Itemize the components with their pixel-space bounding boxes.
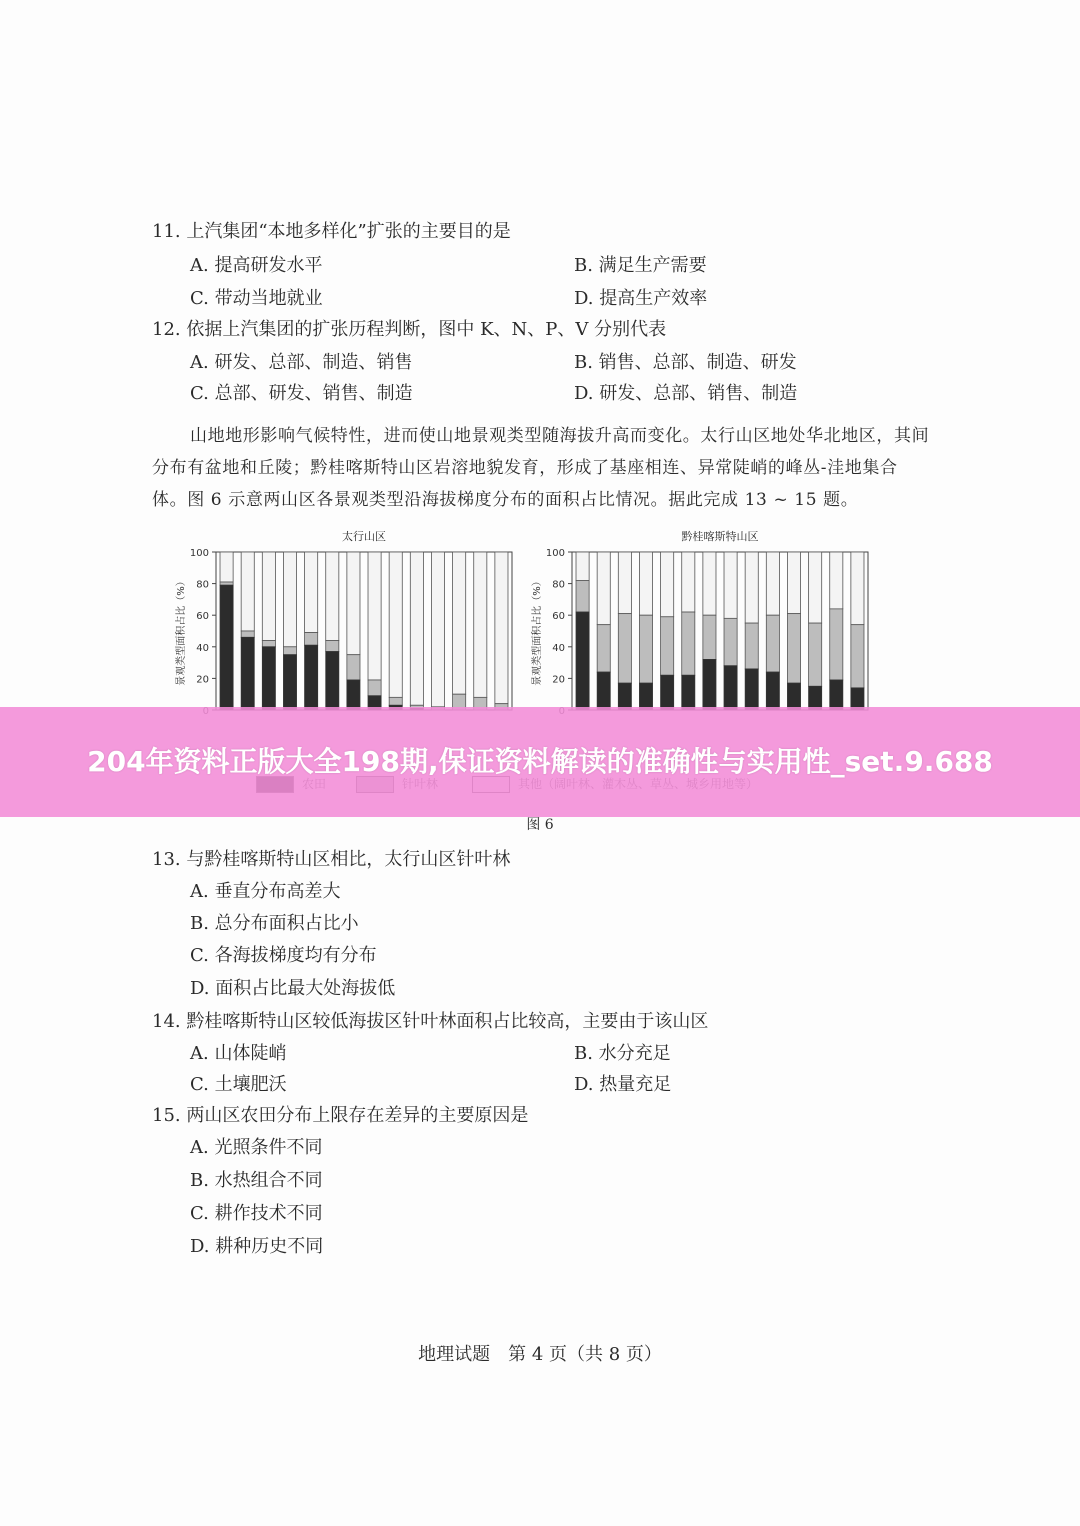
bar-other [809,552,822,623]
banner-text: 204年资料正版大全198期,保证资料解读的准确性与实用性_set.9.688 [87,745,993,778]
y-tick-label: 80 [552,579,565,591]
bar-farmland [220,585,233,710]
overlay-banner[interactable] [0,707,1080,817]
bar-conifer [262,640,275,646]
page-footer: 地理试题 第 4 页（共 8 页） [418,1344,662,1365]
plot-frame [572,552,868,710]
bar-farmland [241,637,254,710]
bar-other [703,552,716,615]
bar-other [326,552,339,640]
y-tick-label: 100 [189,548,209,559]
q13-option-c: C. 各海拔梯度均有分布 [190,945,377,966]
bar-farmland [830,680,843,710]
q11-option-d: D. 提高生产效率 [574,288,708,309]
bar-farmland [766,672,779,710]
q13-option-a: A. 垂直分布高差大 [190,881,341,902]
bar-conifer [745,623,758,669]
y-tick-label: 40 [196,642,209,654]
plot-frame [216,552,512,710]
q11-option-c: C. 带动当地就业 [190,288,323,309]
bar-farmland [745,669,758,710]
bar-farmland [787,683,800,710]
bar-farmland [661,675,674,710]
bar-conifer [368,680,381,696]
bar-conifer [241,631,254,637]
bar-conifer [618,614,631,684]
bar-other [724,552,737,618]
y-tick-label: 40 [552,642,565,654]
bar-other [389,552,402,697]
q14-option-b: B. 水分充足 [574,1043,671,1064]
question-13: 13. 与黔桂喀斯特山区相比，太行山区针叶林 [152,849,511,870]
bar-conifer [830,609,843,680]
bar-other [262,552,275,640]
y-tick-label: 20 [552,674,565,686]
bar-farmland [347,680,360,710]
bar-conifer [639,615,652,683]
q15-option-a: A. 光照条件不同 [190,1137,323,1158]
bar-farmland [597,672,610,710]
bar-other [618,552,631,614]
bar-other [368,552,381,680]
chart-2-title: 黔桂喀斯特山区 [681,530,759,543]
bar-farmland [639,683,652,710]
bar-other [576,552,589,580]
bar-conifer [597,625,610,672]
passage: 山地地形影响气候特性，进而使山地景观类型随海拔升高而变化。太行山区地处华北地区，其间分布有盆地和丘陵；黔桂喀斯特山区岩溶地貌发育，形成了基座相连、异常陡峭的峰丛-洼地集合体。图 6 示意两山区各景观类型沿海拔梯度分布的面积占比情况。据此完成 13 ~ 15 题。 [152,426,930,510]
bar-farmland [724,666,737,710]
y-tick-label: 60 [552,611,565,623]
bar-farmland [618,683,631,710]
bar-other [431,552,444,707]
bar-other [787,552,800,614]
q11-option-a: A. 提高研发水平 [190,255,323,276]
bar-other [766,552,779,615]
bar-other [682,552,695,612]
y-tick-label: 100 [545,548,565,559]
q12-option-d: D. 研发、总部、销售、制造 [574,383,798,404]
q14-option-d: D. 热量充足 [574,1074,672,1095]
chart-taihang [150,540,520,730]
bar-farmland [305,645,318,710]
bar-other [305,552,318,633]
bar-conifer [283,647,296,655]
bar-farmland [682,675,695,710]
q13-option-d: D. 面积占比最大处海拔低 [190,978,396,999]
bar-other [597,552,610,625]
bar-conifer [724,618,737,665]
bar-farmland [283,655,296,710]
bar-conifer [576,580,589,612]
bar-other [453,552,466,694]
bar-farmland [576,612,589,710]
bar-other [851,552,864,625]
bar-other [241,552,254,631]
q13-option-b: B. 总分布面积占比小 [190,913,359,934]
q12-option-b: B. 销售、总部、制造、研发 [574,352,797,373]
bar-conifer [326,640,339,651]
q15-option-b: B. 水热组合不同 [190,1170,323,1191]
bar-conifer [347,655,360,680]
y-tick-label: 20 [196,674,209,686]
q12-option-a: A. 研发、总部、制造、销售 [190,352,413,373]
question-15: 15. 两山区农田分布上限存在差异的主要原因是 [152,1105,529,1126]
bar-other [830,552,843,609]
bar-conifer [703,615,716,659]
bar-conifer [220,582,233,585]
bar-farmland [703,659,716,710]
question-14: 14. 黔桂喀斯特山区较低海拔区针叶林面积占比较高，主要由于该山区 [152,1011,709,1032]
question-11: 11. 上汽集团“本地多样化”扩张的主要目的是 [152,221,511,242]
bar-conifer [766,615,779,672]
bar-other [220,552,233,582]
bar-other [745,552,758,623]
q11-option-b: B. 满足生产需要 [574,255,707,276]
y-tick-label: 80 [196,579,209,591]
bar-conifer [787,614,800,684]
bar-farmland [262,647,275,710]
bar-conifer [851,625,864,688]
q15-option-c: C. 耕作技术不同 [190,1203,323,1224]
bar-conifer [809,623,822,686]
y-axis-label: 景观类型面积占比（%） [176,576,187,686]
bar-other [661,552,674,617]
bar-conifer [661,617,674,675]
q14-option-a: A. 山体陡峭 [190,1043,287,1064]
bar-other [347,552,360,655]
bar-conifer [389,697,402,705]
chart-qiangui [506,540,876,730]
bar-other [474,552,487,697]
figure-label: 图 6 [526,817,554,833]
bar-other [410,552,423,705]
bar-other [639,552,652,615]
question-12: 12. 依据上汽集团的扩张历程判断，图中 K、N、P、V 分别代表 [152,319,667,340]
q12-option-c: C. 总部、研发、销售、制造 [190,383,413,404]
chart-1-title: 太行山区 [342,530,386,543]
y-tick-label: 60 [196,611,209,623]
bar-farmland [326,652,339,710]
bar-conifer [682,612,695,675]
y-axis-label: 景观类型面积占比（%） [532,576,543,686]
bar-conifer [305,633,318,646]
bar-other [283,552,296,647]
q15-option-d: D. 耕种历史不同 [190,1236,324,1257]
q14-option-c: C. 土壤肥沃 [190,1074,287,1095]
